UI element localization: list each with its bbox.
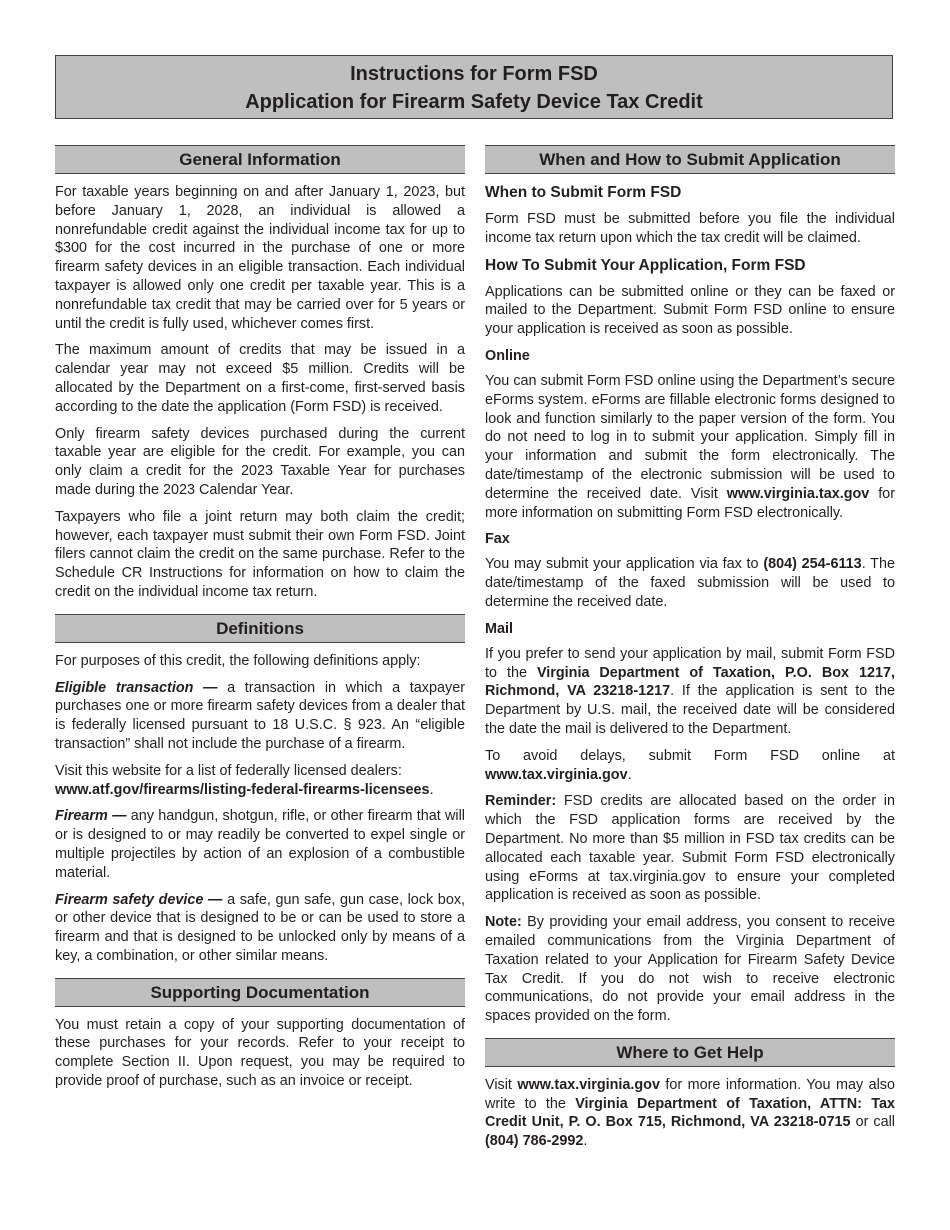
definition-firearm: Firearm — any handgun, shotgun, rifle, or other firearm that will or is designed to or may readily be converted to expel single or multiple projectiles by action of an explosion of a combustible material. [55,808,465,881]
fax-number: (804) 254-6113 [763,556,862,573]
title-line-1: Instructions for Form FSD [350,63,598,85]
eligible-transaction-term: Eligible transaction — [55,679,218,696]
where-to-get-help-heading: Where to Get Help [485,1038,895,1067]
reminder-label: Reminder: [485,793,557,810]
definitions-heading: Definitions [55,614,465,643]
supporting-paragraph: You must retain a copy of your supporting documentation of these purchases for your records. Refer to your receipt to complete Section II. Upon request, you may be required to provide proof of purchase, such as an invoice or receipt. [55,1016,465,1090]
mail-text: If you prefer to send your application by mail, submit Form FSD to the Virginia Department of Taxation, P.O. Box 1217, Richmond, VA 23218-1217. If the application is sent to the Department by U.S. mail, the received date will be considered the date the mail is delivered to the Department. [485,645,895,737]
firearm-safety-device-term: Firearm safety device — [55,891,223,908]
fax-title: Fax [485,531,510,548]
general-paragraph-1: For taxable years beginning on and after January 1, 2023, but before January 1, 2028, an individual is allowed a nonrefundable credit against the individual income tax for up to $300 for the cost incurred in the purchase of one or more firearm safety devices in an eligible transaction. Each individual taxpayer is allowed only one credit per taxable year. This is a nonrefundable tax credit that may be carried over for 5 years or until the credit is fully used, whichever comes first. [55,184,465,332]
note-label: Note: [485,914,522,931]
atf-dealer-link[interactable]: www.atf.gov/firearms/listing-federal-firearms-licensees [55,781,430,798]
when-to-submit-title: When to Submit Form FSD [485,184,682,201]
definitions-intro: For purposes of this credit, the following definitions apply: [55,652,421,669]
general-paragraph-2: The maximum amount of credits that may be issued in a calendar year may not exceed $5 million. Credits will be allocated by the Department on a first-come, first-served basis according to the date the application (Form FSD) is received. [55,342,465,415]
virginia-tax-link[interactable]: www.virginia.tax.gov [726,485,870,502]
when-to-submit-text: Form FSD must be submitted before you file the individual income tax return upon which the tax credit will be claimed. [485,211,895,246]
how-to-submit-text: Applications can be submitted online or they can be faxed or mailed to the Department. Submit Form FSD online to ensure your application is received as soon as possible. [485,283,895,338]
general-information-heading: General Information [55,145,465,174]
dealer-list-paragraph: Visit this website for a list of federally licensed dealers: www.atf.gov/firearms/listing-federal-firearms-licensees. [55,762,434,798]
left-column [55,145,465,1099]
document-title [55,55,893,119]
firearm-term: Firearm — [55,808,127,825]
general-paragraph-4: Taxpayers who file a joint return may both claim the credit; however, each taxpayer must submit their own Form FSD. Joint filers cannot claim the credit on the same purchase. Refer to the Schedule CR Instructions for information on how to claim the credit on the individual income tax return. [55,508,465,600]
definition-eligible-transaction: Eligible transaction — a transaction in which a taxpayer purchases one or more firearm safety devices from a dealer that is federally licensed pursuant to 18 U.S.C. § 923. An “eligible transaction” shall not include the purchase of a firearm. [55,679,465,752]
supporting-documentation-heading: Supporting Documentation [55,978,465,1007]
avoid-delays-text: To avoid delays, submit Form FSD online at www.tax.virginia.gov. [485,747,895,783]
general-paragraph-3: Only firearm safety devices purchased during the current taxable year are eligible for the credit. For example, you can only claim a credit for the 2023 Taxable Year for purchases made during the 2023 Calendar Year. [55,425,465,498]
help-address: Virginia Department of Taxation, ATTN: Tax Credit Unit, P. O. Box 715, Richmond, VA 23218-0715 [485,1095,895,1131]
mail-title: Mail [485,620,513,637]
online-title: Online [485,347,530,364]
online-text: You can submit Form FSD online using the Department’s secure eForms system. eForms are fillable electronic forms designed to look and function similarly to the paper version of the form. You do not need to log in to submit your application. Simply fill in your information and submit the form electronically. The date/timestamp of the electronic submission will be used to determine the received date. Visit www.virginia.tax.gov for more information on submitting Form FSD electronically. [485,372,895,521]
definition-firearm-safety-device: Firearm safety device — a safe, gun safe, gun case, lock box, or other device that is designed to be or can be used to store a firearm and that is designed to be unlocked only by means of a key, a combination, or other similar means. [55,891,466,964]
fax-text: You may submit your application via fax to (804) 254-6113. The date/timestamp of the faxed submission will be used to determine the received date. [485,556,895,610]
how-to-submit-title: How To Submit Your Application, Form FSD [485,256,806,274]
reminder-text: Reminder: FSD credits are allocated based on the order in which the FSD application forms are received by the Department. No more than $5 million in FSD tax credits can be allocated each taxable year. Submit Form FSD electronically using eForms at tax.virginia.gov to ensure your completed application is received as soon as possible. [485,793,895,904]
help-website-link[interactable]: www.tax.virginia.gov [517,1076,660,1093]
tax-virginia-link[interactable]: www.tax.virginia.gov [485,766,628,783]
help-text: Visit www.tax.virginia.gov for more information. You may also write to the Virginia Department of Taxation, ATTN: Tax Credit Unit, P. O. Box 715, Richmond, VA 23218-0715 or call (804) 786-2992. [485,1076,895,1150]
mail-address: Virginia Department of Taxation, P.O. Box 1217, Richmond, VA 23218-1217 [485,664,895,700]
right-column [485,145,895,1159]
help-phone: (804) 786-2992 [485,1133,584,1150]
submit-application-heading: When and How to Submit Application [485,145,895,174]
title-line-2: Application for Firearm Safety Device Tax Credit [245,91,703,113]
note-text: Note: By providing your email address, you consent to receive emailed communications from the Virginia Department of Taxation related to your Application for Firearm Safety Device Tax Credit. If you do not wish to receive electronic communications, do not provide your email address in the spaces provided on the form. [485,914,895,1025]
